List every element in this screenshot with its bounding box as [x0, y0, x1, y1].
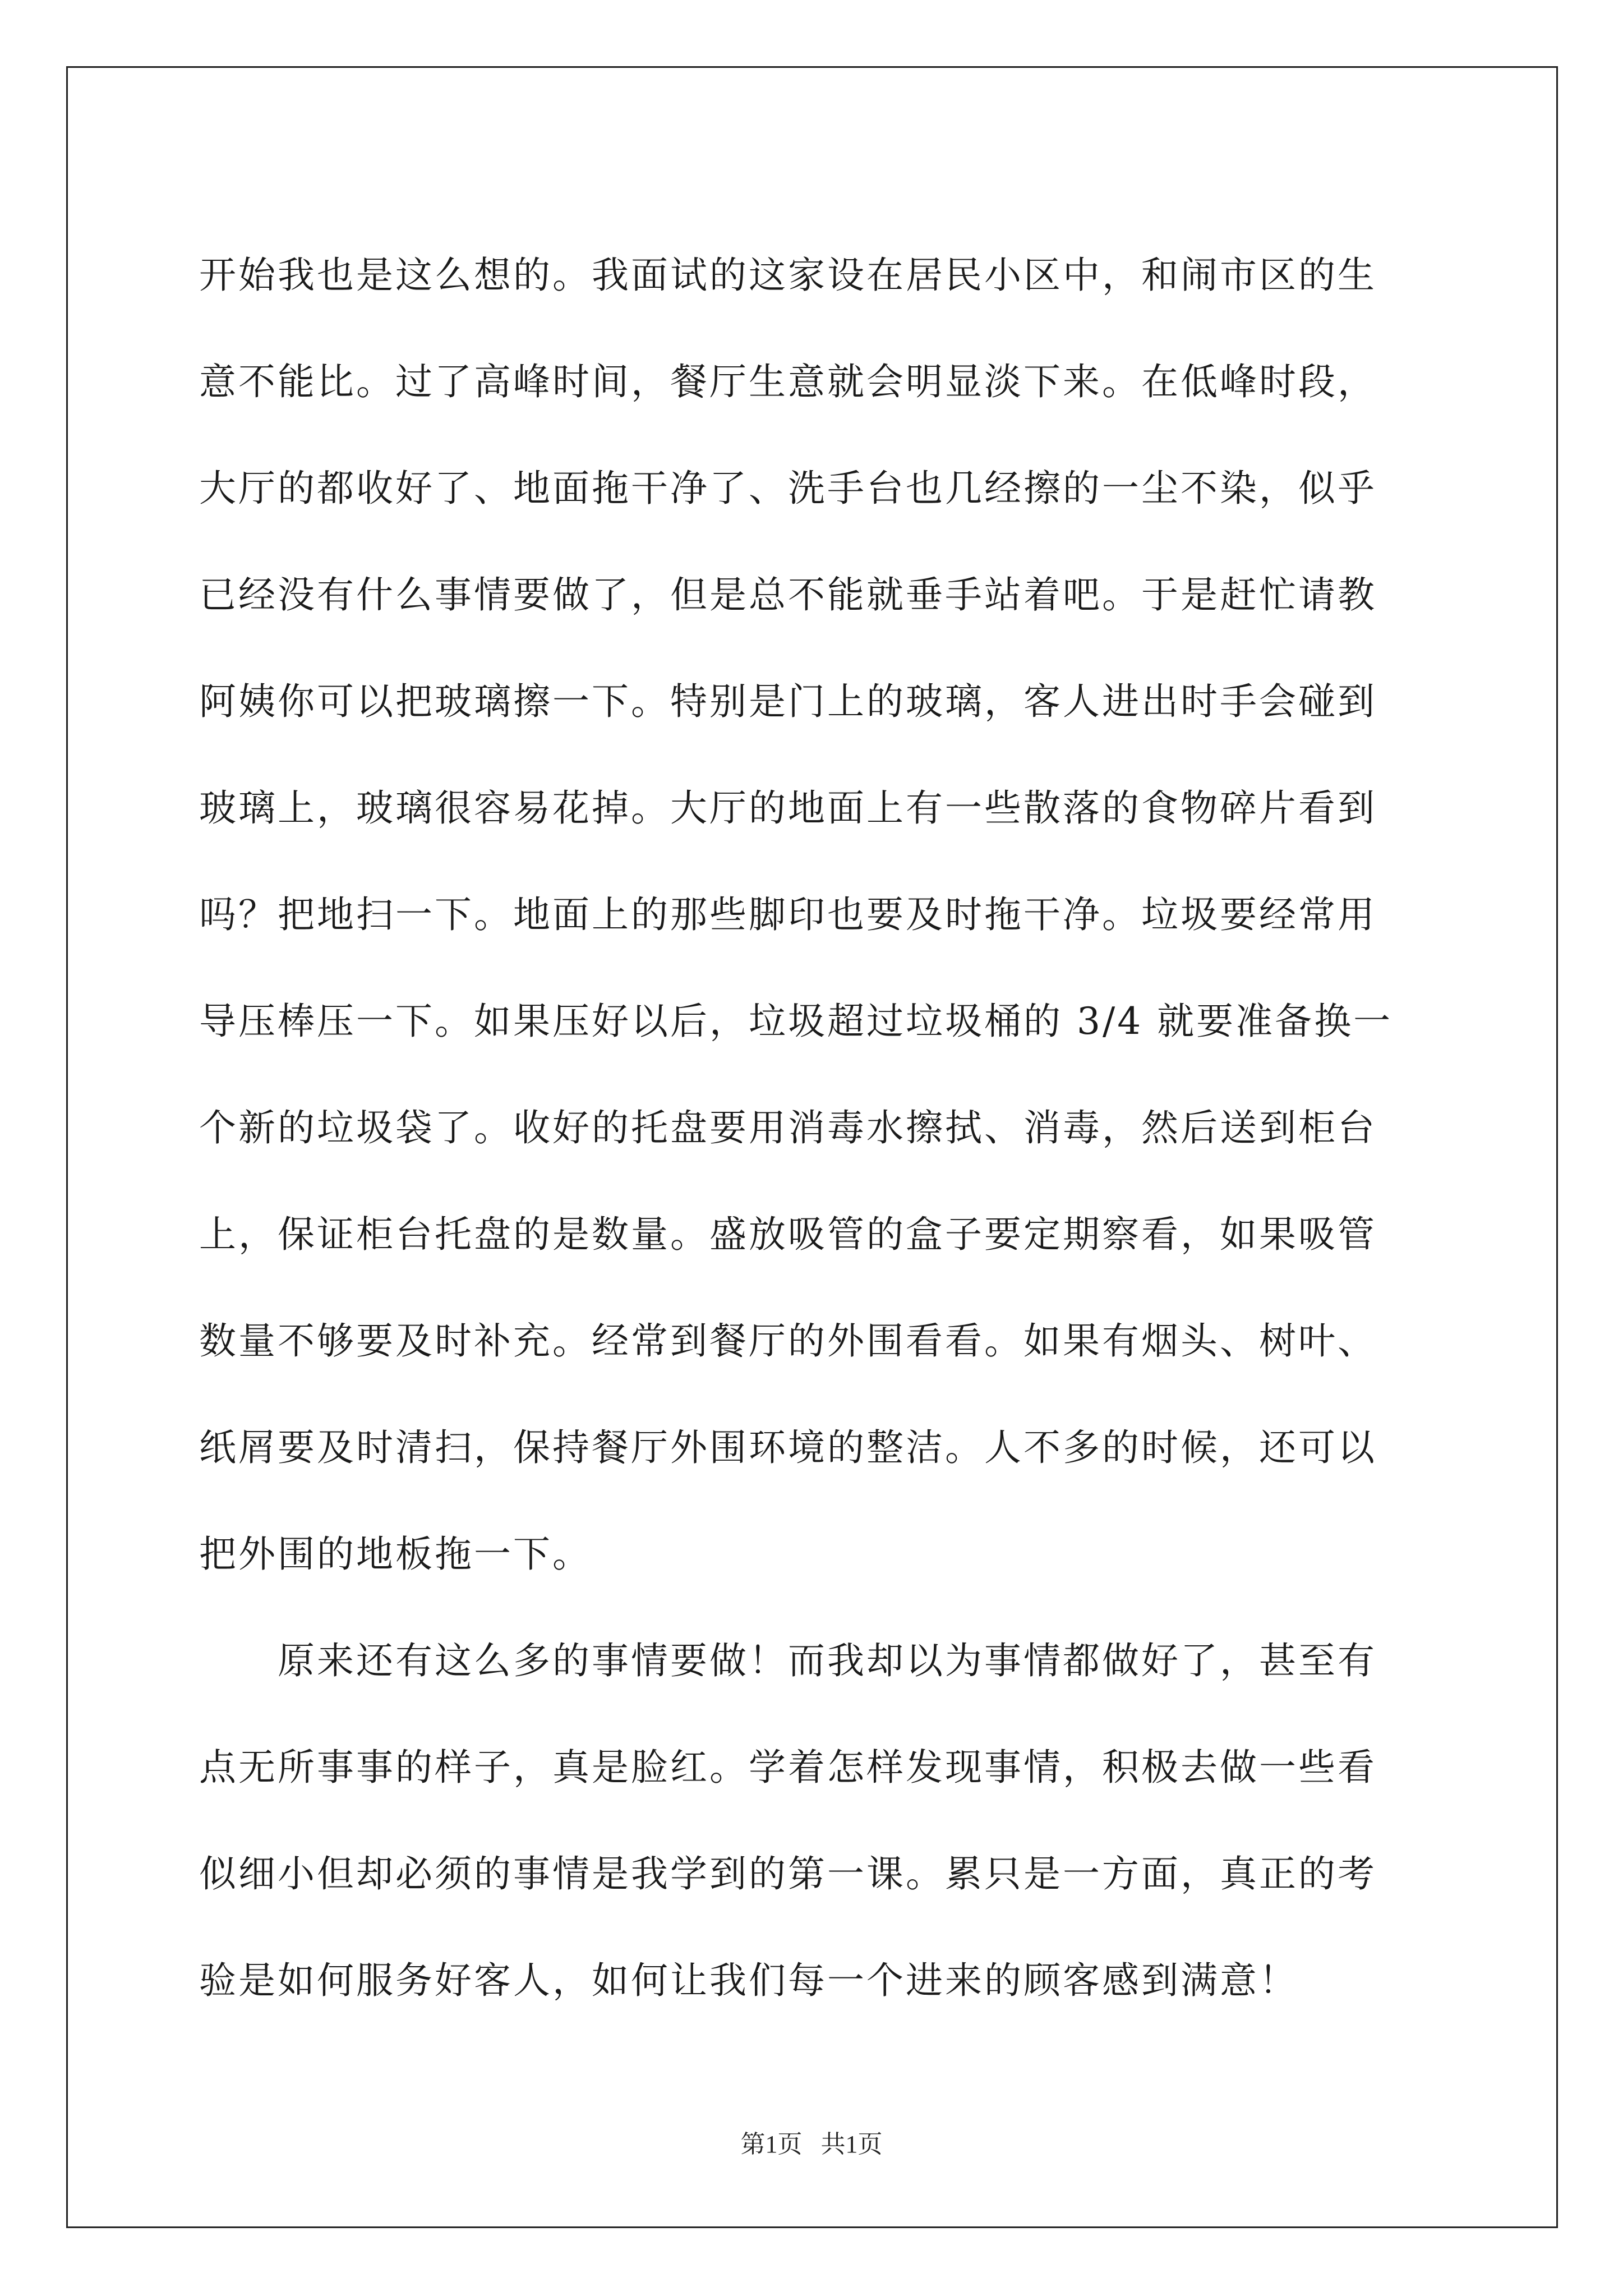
text-line: 点无所事事的样子，真是脸红。学着怎样发现事情，积极去做一些看	[199, 1746, 1377, 1789]
document-body	[199, 222, 1427, 2034]
text-line: 个新的垃圾袋了。收好的托盘要用消毒水擦拭、消毒，然后送到柜台	[199, 1106, 1377, 1149]
text-line: 纸屑要及时清扫，保持餐厅外围环境的整洁。人不多的时候，还可以	[199, 1426, 1377, 1469]
text-line: 大厅的都收好了、地面拖干净了、洗手台也几经擦的一尘不染，似乎	[199, 467, 1377, 510]
text-line: 上，保证柜台托盘的是数量。盛放吸管的盒子要定期察看，如果吸管	[199, 1213, 1377, 1256]
text-line: 似细小但却必须的事情是我学到的第一课。累只是一方面，真正的考	[199, 1852, 1377, 1895]
text-line: 数量不够要及时补充。经常到餐厅的外围看看。如果有烟头、树叶、	[199, 1319, 1377, 1363]
text-line: 玻璃上，玻璃很容易花掉。大厅的地面上有一些散落的食物碎片看到	[199, 786, 1377, 830]
paragraph-1	[199, 222, 1427, 1608]
text-line: 阿姨你可以把玻璃擦一下。特别是门上的玻璃，客人进出时手会碰到	[199, 680, 1377, 723]
text-line: 验是如何服务好客人，如何让我们每一个进来的顾客感到满意！	[199, 1959, 1298, 2002]
text-line: 把外围的地板拖一下。	[199, 1533, 592, 1576]
text-line: 开始我也是这么想的。我面试的这家设在居民小区中，和闹市区的生	[199, 254, 1377, 297]
text-line: 导压棒压一下。如果压好以后，垃圾超过垃圾桶的 3/4 就要准备换一	[199, 1000, 1393, 1043]
text-line: 意不能比。过了高峰时间，餐厅生意就会明显淡下来。在低峰时段，	[199, 360, 1377, 403]
paragraph-2	[199, 1608, 1427, 2034]
text-line: 吗？把地扫一下。地面上的那些脚印也要及时拖干净。垃圾要经常用	[199, 893, 1377, 936]
text-line: 已经没有什么事情要做了，但是总不能就垂手站着吧。于是赶忙请教	[199, 573, 1377, 616]
page-footer: 第1页 共1页	[740, 2131, 883, 2158]
text-line: 原来还有这么多的事情要做！而我却以为事情都做好了，甚至有	[199, 1639, 1377, 1682]
